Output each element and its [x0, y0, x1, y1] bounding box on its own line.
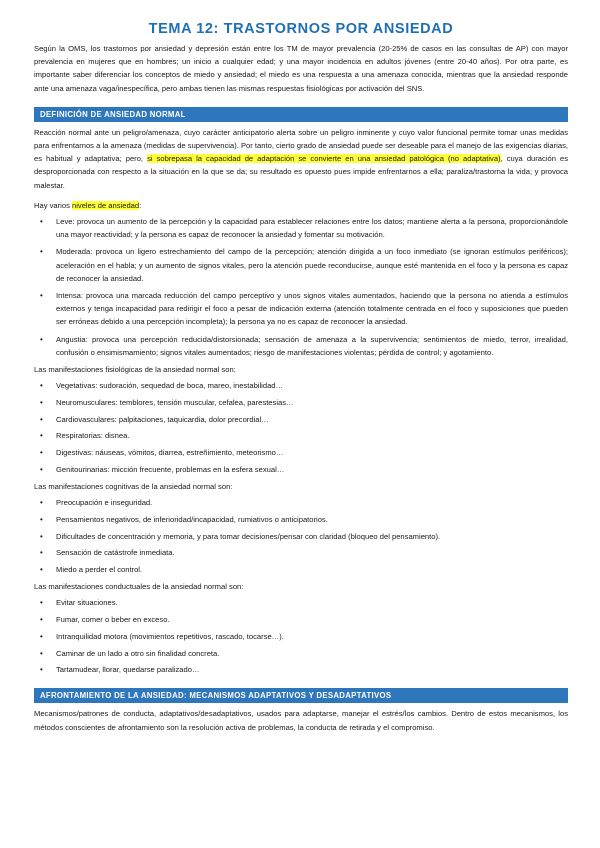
list-item-cognitive: • Miedo a perder el control.: [56, 563, 568, 576]
conductual-intro: Las manifestaciones conductuales de la ansiedad normal son:: [34, 582, 244, 592]
list-item-conductual: • Tartamudear, llorar, quedarse paralizado…: [56, 663, 568, 676]
physio-list: [34, 379, 568, 476]
levels-intro: [34, 199, 568, 212]
intro-paragraph: Según la OMS, los trastornos por ansiedad y depresión están entre los TM de mayor prevalencia (20-25% de casos en las consultas de AP) con mayor prevalencia en mujeres que en hombres; un inicio a cualquier edad; y una mayor incidencia en adultos jóvenes (entre 20-40 años). Por otra parte, es importante saber diferenciar los conceptos de miedo y ansiedad; el miedo es una respuesta a una amenaza conocida, mientras que la ansiedad responde ante una amenaza vaga/inespecífica, pero ambas tienen las mismas respuestas fisiológicas por activación del SNS.: [34, 44, 568, 93]
definition-paragraph: [34, 126, 568, 192]
section-heading-afrontamiento: AFRONTAMIENTO DE LA ANSIEDAD: MECANISMOS ADAPTATIVOS Y DESADAPTATIVOS: [34, 688, 568, 703]
list-item-level: • Intensa: provoca una marcada reducción del campo perceptivo y unos signos vitales aumentados, haciendo que la persona no atienda a estímulos externos y tenga incapacidad para redirigir el foco a pesar de indicación externa (atención totalmente centrada en el foco y suposiciones que pueden ser erróneas debido a una percepción incompleta); la persona ya no es capaz de reconocer la ansiedad.: [56, 289, 568, 329]
section-heading-definicion: DEFINICIÓN DE ANSIEDAD NORMAL: [34, 107, 568, 122]
cognitive-intro: Las manifestaciones cognitivas de la ansiedad normal son:: [34, 481, 233, 491]
page-title: TEMA 12: TRASTORNOS POR ANSIEDAD: [148, 21, 454, 37]
list-item-conductual: • Fumar, comer o beber en exceso.: [56, 613, 568, 626]
list-item-physio: • Cardiovasculares: palpitaciones, taquicardia, dolor precordial…: [56, 413, 568, 426]
definition-text-b: , cuya duración es desproporcionada con respecto a la situación en la que se da; su resultado es opuesto pues impide enfrentarnos a ella; paraliza/trastorna la vida; y provoca malestar.: [34, 154, 569, 190]
list-item-physio: • Vegetativas: sudoración, sequedad de boca, mareo, inestabilidad…: [56, 379, 568, 392]
definition-text-a: Reacción normal ante un peligro/amenaza, cuyo carácter anticipatorio alerta sobre un peligro inminente y cuyo valor funcional permite tomar unas medidas para enfrentarnos a la amenaza (medidas de supervivencia). Por tanto, cierto grado de ansiedad puede ser deseable para el manejo de las exigencias diarias, es habitual y adaptativa; pero,: [34, 127, 568, 164]
cognitive-list: [34, 496, 568, 576]
levels-prefix: Hay varios: [34, 200, 72, 210]
list-item-cognitive: • Dificultades de concentración y memoria, y para tomar decisiones/pensar con claridad (bloqueo del pensamiento).: [56, 530, 568, 543]
levels-highlight: niveles de ansiedad: [71, 200, 140, 210]
list-item-conductual: • Intranquilidad motora (movimientos repetitivos, rascado, tocarse…).: [56, 630, 568, 643]
list-item-physio: • Respiratorias: disnea.: [56, 429, 568, 442]
list-item-cognitive: • Preocupación e inseguridad.: [56, 496, 568, 509]
levels-list: [34, 215, 568, 359]
list-item-physio: • Digestivas: náuseas, vómitos, diarrea, estreñimiento, meteorismo…: [56, 446, 568, 459]
list-item-physio: • Neuromusculares: temblores, tensión muscular, cefalea, parestesias…: [56, 396, 568, 409]
list-item-level: • Angustia: provoca una percepción reducida/distorsionada; sensación de amenaza a la supervivencia; sentimientos de miedo, terror, irrealidad, confusión o ensimismamiento; signos vitales aumentados; riesgo de manifestaciones violentas; pérdida de control; y agotamiento.: [56, 333, 568, 359]
list-item-level: • Moderada: provoca un ligero estrechamiento del campo de la percepción; atención dirigida a un foco inmediato (se ignoran estímulos periféricos); aceleración en el habla; y un aumento de signos vitales, pero la atención puede reconducirse, aunque esté mantenida en el foco y la persona es capaz de reconocer la ansiedad.: [56, 245, 568, 285]
list-item-conductual: • Caminar de un lado a otro sin finalidad concreta.: [56, 647, 568, 660]
levels-suffix: :: [139, 200, 142, 210]
list-item-cognitive: • Pensamientos negativos, de inferioridad/incapacidad, rumiativos o anticipatorios.: [56, 513, 568, 526]
definition-highlight: si sobrepasa la capacidad de adaptación se convierte en una ansiedad patológica (no adaptativa): [147, 154, 501, 164]
list-item-level: • Leve: provoca un aumento de la percepción y la capacidad para establecer relaciones entre los datos; mantiene alerta a la persona, proporcionándole una mayor reactividad; y la persona es capaz de reconocer la ansiedad y fomentar su motivación.: [56, 215, 568, 241]
conductual-list: [34, 596, 568, 676]
list-item-conductual: • Evitar situaciones.: [56, 596, 568, 609]
afrontamiento-paragraph: Mecanismos/patrones de conducta, adaptativos/desadaptativos, usados para adaptarse, manejar el estrés/los cambios. Dentro de estos mecanismos, los métodos conscientes de afrontamiento son la resolución activa de problemas, la conducta de retirada y el compromiso.: [34, 709, 568, 732]
list-item-physio: • Genitourinarias: micción frecuente, problemas en la esfera sexual…: [56, 463, 568, 476]
physio-intro: Las manifestaciones fisiológicas de la ansiedad normal son:: [34, 365, 236, 375]
list-item-cognitive: • Sensación de catástrofe inmediata.: [56, 546, 568, 559]
